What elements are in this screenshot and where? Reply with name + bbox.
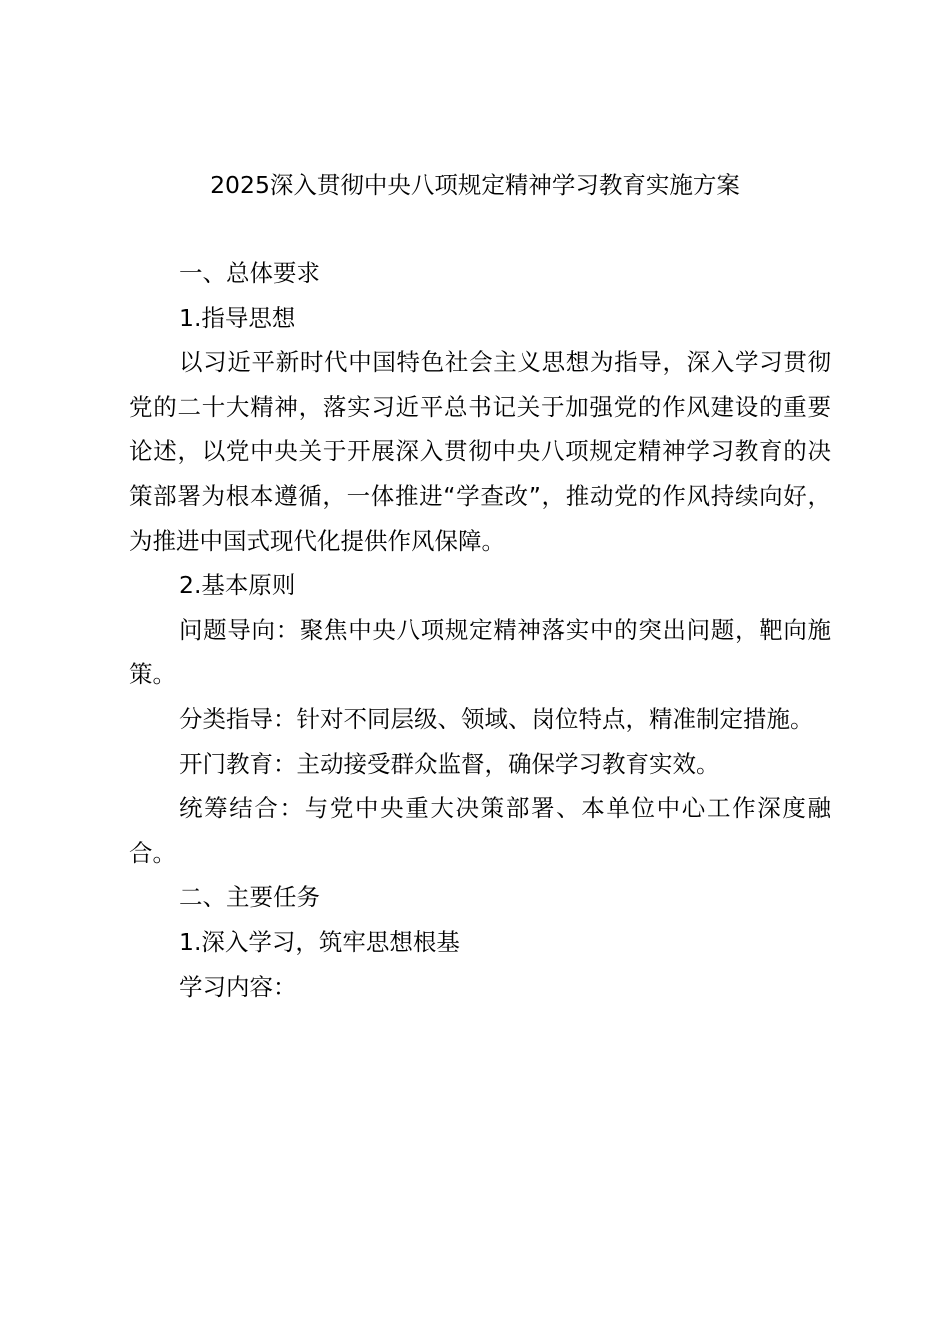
subheading-in-depth-study: 1.深入学习，筑牢思想根基 <box>179 927 460 956</box>
paragraph-open-education: 开门教育：主动接受群众监督，确保学习教育实效。 <box>179 749 720 778</box>
paragraph-overall-coordination: 统筹结合：与党中央重大决策部署、本单位中心工作深度融合。 <box>129 794 831 867</box>
document-body <box>129 251 831 1009</box>
paragraph-guiding-ideology: 以习近平新时代中国特色社会主义思想为指导，深入学习贯彻党的二十大精神，落实习近平总书记关于加强党的作风建设的重要论述，以党中央关于开展深入贯彻中央八项规定精神学习教育的决策部署为根本遵循，一体推进“学查改”，推动党的作风持续向好，为推进中国式现代化提供作风保障。 <box>129 348 831 555</box>
section-heading-main-tasks: 二、主要任务 <box>179 883 320 912</box>
paragraph-problem-oriented: 问题导向：聚焦中央八项规定精神落实中的突出问题，靶向施策。 <box>129 615 831 689</box>
document-title: 2025深入贯彻中央八项规定精神学习教育实施方案 <box>210 171 740 199</box>
paragraph-study-content: 学习内容： <box>179 972 297 1001</box>
subheading-guiding-ideology: 1.指导思想 <box>179 303 296 332</box>
section-heading-general-requirements: 一、总体要求 <box>179 259 320 287</box>
subheading-basic-principles: 2.基本原则 <box>179 571 296 600</box>
paragraph-classified-guidance: 分类指导：针对不同层级、领域、岗位特点，精准制定措施。 <box>179 704 814 733</box>
